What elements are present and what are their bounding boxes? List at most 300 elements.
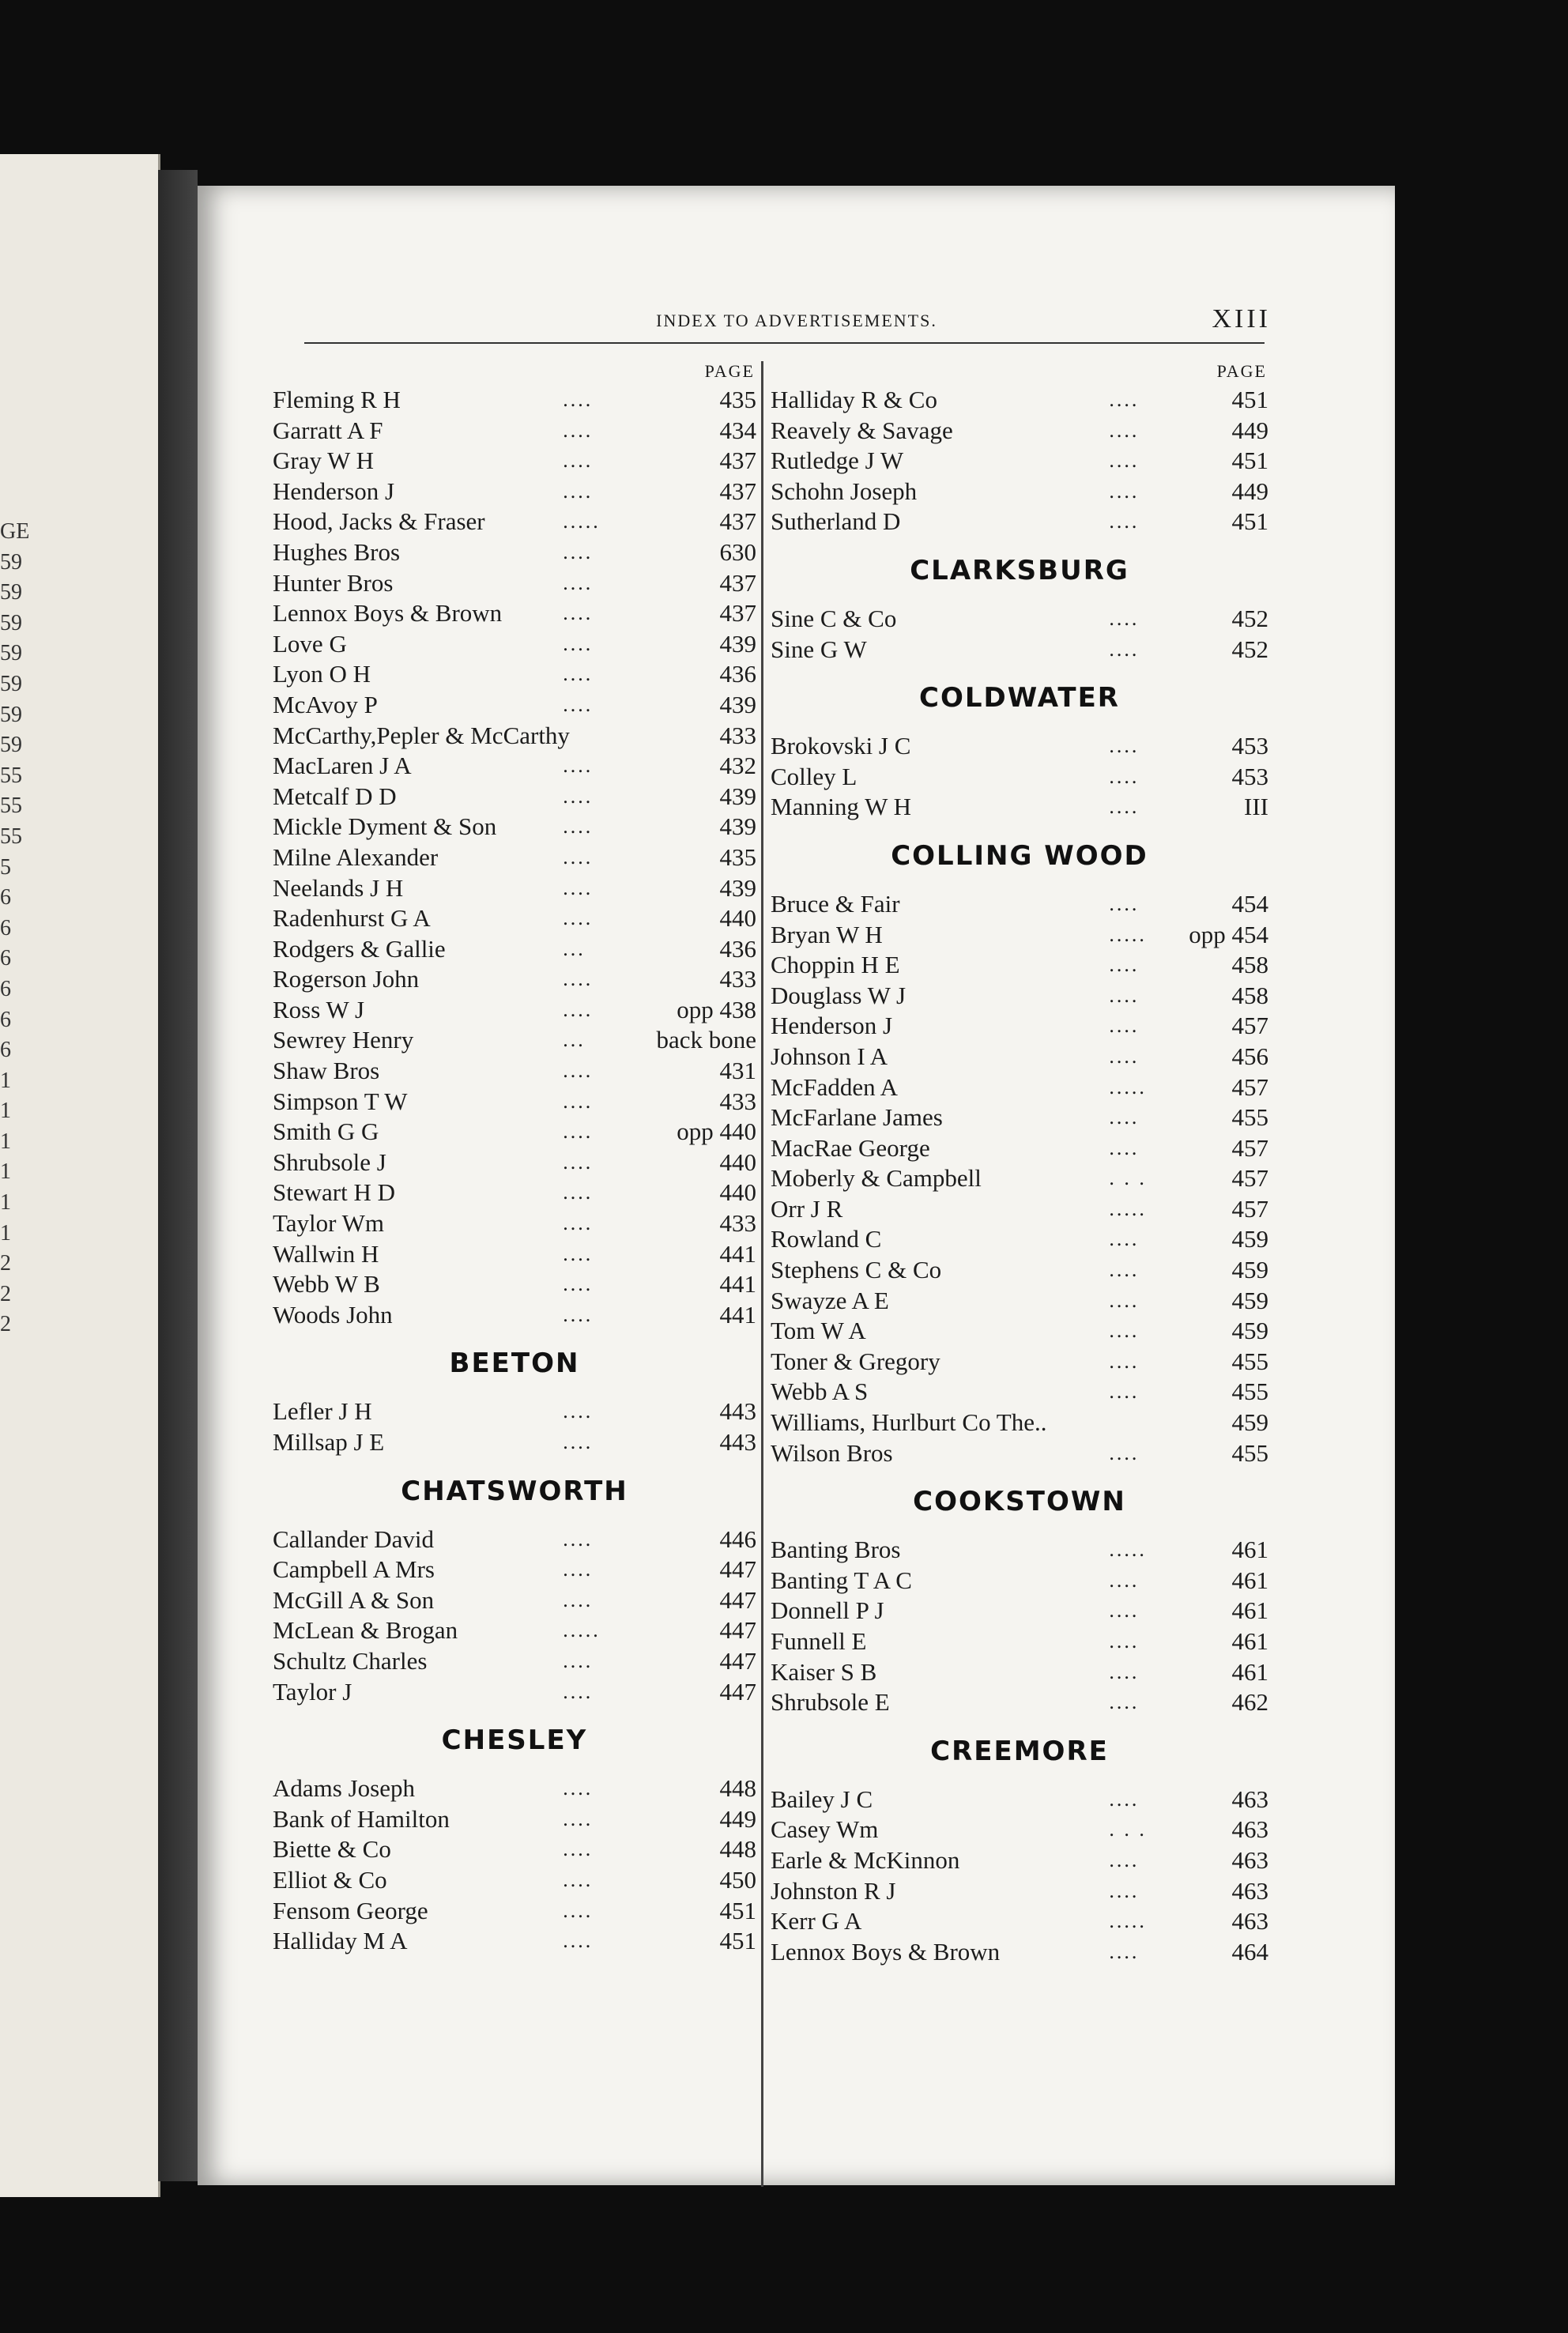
leader-dots: .... (1109, 1787, 1140, 1811)
leader-dots: .... (563, 540, 594, 563)
index-entry (273, 812, 756, 842)
facing-page-fragment: 6 (0, 1038, 11, 1063)
book-gutter-shadow (158, 170, 198, 2181)
leader-dots: .... (1109, 1106, 1140, 1129)
page-column-heading: PAGE (1216, 361, 1267, 381)
index-entry (273, 1396, 756, 1427)
advertiser-name: Shaw Bros (273, 1057, 380, 1085)
page-reference: 457 (1231, 1072, 1268, 1101)
advertiser-name: Sutherland D (771, 507, 901, 536)
facing-page-numbers (0, 516, 32, 1340)
advertiser-name: Millsap J E (273, 1428, 385, 1456)
advertiser-name: Love G (273, 629, 347, 658)
index-entry (771, 1255, 1268, 1286)
page-reference: III (1244, 793, 1268, 821)
advertiser-name: Stewart H D (273, 1178, 395, 1207)
leader-dots: .... (563, 815, 594, 839)
page-reference: 459 (1231, 1408, 1268, 1437)
leader-dots: .... (1109, 1288, 1140, 1312)
index-entry (273, 1427, 756, 1458)
index-entry (273, 385, 756, 416)
advertiser-name: Swayze A E (771, 1286, 889, 1314)
advertiser-name: Manning W H (771, 793, 911, 821)
leader-dots: .... (1109, 1441, 1140, 1464)
section-heading: COOKSTOWN (913, 1486, 1126, 1518)
page-reference: 449 (1231, 477, 1268, 505)
index-entry (273, 568, 756, 599)
section-heading: COLDWATER (919, 682, 1120, 714)
index-entry (771, 1845, 1268, 1876)
advertiser-name: Johnson I A (771, 1042, 888, 1070)
advertiser-name: Lefler J H (273, 1397, 372, 1426)
advertiser-name: Hughes Bros (273, 537, 401, 566)
leader-dots: .... (563, 1150, 594, 1174)
page-reference: 463 (1231, 1907, 1268, 1935)
advertiser-name: McLean & Brogan (273, 1616, 458, 1645)
index-entry (771, 920, 1268, 951)
leader-dots: .... (563, 1302, 594, 1326)
index-page (198, 186, 1395, 2185)
index-entry (273, 1865, 756, 1896)
leader-dots: .... (563, 1679, 594, 1703)
leader-dots: .... (563, 1588, 594, 1611)
page-reference: 439 (719, 812, 756, 841)
facing-page-fragment: 59 (0, 549, 22, 575)
leader-dots: . . . (1109, 1818, 1147, 1841)
leader-dots: .... (1109, 637, 1140, 661)
page-reference: 447 (719, 1677, 756, 1705)
page-reference: 433 (719, 1209, 756, 1238)
index-entry (771, 1042, 1268, 1072)
index-entry (771, 889, 1268, 920)
page-reference: 439 (719, 690, 756, 718)
page-reference: 447 (719, 1616, 756, 1645)
leader-dots: .... (1109, 1630, 1140, 1653)
leader-dots: .... (563, 754, 594, 778)
leader-dots: ..... (1109, 1909, 1147, 1933)
page-reference: 630 (719, 537, 756, 566)
leader-dots: .... (563, 1649, 594, 1672)
page-reference: 455 (1231, 1347, 1268, 1375)
leader-dots: .... (563, 1242, 594, 1265)
right-index-column (771, 358, 1268, 1967)
page-reference: 439 (719, 629, 756, 658)
leader-dots: .... (1109, 479, 1140, 503)
page-reference: 453 (1231, 732, 1268, 760)
index-entry (273, 934, 756, 965)
advertiser-name: Callander David (273, 1525, 435, 1553)
leader-dots: ... (563, 1028, 586, 1052)
leader-dots: .... (563, 1120, 594, 1144)
leader-dots: .... (563, 1272, 594, 1296)
advertiser-name: McFarlane James (771, 1103, 943, 1132)
index-entry (771, 1408, 1268, 1438)
page-reference: 441 (719, 1239, 756, 1268)
column-divider (761, 361, 763, 2187)
advertiser-name: Funnell E (771, 1627, 867, 1655)
index-entry (771, 446, 1268, 477)
page-number: XIII (1212, 304, 1271, 334)
advertiser-name: Fleming R H (273, 386, 401, 413)
leader-dots: .... (1109, 1319, 1140, 1343)
facing-page-fragment: 1 (0, 1159, 11, 1185)
index-entry (273, 1087, 756, 1118)
leader-dots: ..... (1109, 1197, 1147, 1220)
page-reference: opp 454 (1189, 920, 1268, 948)
leader-dots: .... (1109, 510, 1140, 533)
index-entry (273, 1239, 756, 1270)
index-entry (771, 385, 1268, 416)
leader-dots: .... (563, 1929, 594, 1953)
page-reference: 459 (1231, 1256, 1268, 1284)
page-reference: 443 (719, 1428, 756, 1456)
advertiser-name: McAvoy P (273, 690, 378, 718)
index-entry (273, 1773, 756, 1804)
leader-dots: .... (1109, 1258, 1140, 1282)
advertiser-name: Bank of Hamilton (273, 1804, 450, 1833)
index-entry (273, 1525, 756, 1555)
page-reference: 437 (719, 507, 756, 536)
facing-page-fragment: 55 (0, 793, 22, 819)
page-reference: 463 (1231, 1845, 1268, 1874)
page-reference: 433 (719, 965, 756, 993)
advertiser-name: Hunter Bros (273, 568, 394, 597)
advertiser-name: Milne Alexander (273, 842, 439, 871)
page-reference: 456 (1231, 1042, 1268, 1070)
facing-page-fragment: 59 (0, 733, 22, 758)
page-reference: 458 (1231, 951, 1268, 979)
index-entry (273, 964, 756, 995)
index-entry (273, 537, 756, 568)
advertiser-name: Casey Wm (771, 1815, 879, 1844)
advertiser-name: Brokovski J C (771, 732, 911, 760)
advertiser-name: Garratt A F (273, 416, 383, 444)
page-reference: 437 (719, 599, 756, 628)
facing-page-fragment: 59 (0, 580, 22, 605)
page-reference: 440 (719, 1148, 756, 1176)
index-entry (771, 1937, 1268, 1968)
index-entry (273, 507, 756, 537)
advertiser-name: Sine G W (771, 635, 867, 663)
leader-dots: .... (1109, 1690, 1140, 1714)
facing-page-fragment: 1 (0, 1190, 11, 1215)
leader-dots: .... (1109, 983, 1140, 1007)
page-reference: 461 (1231, 1596, 1268, 1625)
facing-page-fragment: 1 (0, 1129, 11, 1154)
index-entry (273, 1555, 756, 1585)
leader-dots: .... (563, 631, 594, 655)
page-reference: 451 (1231, 386, 1268, 413)
advertiser-name: MacLaren J A (273, 752, 412, 780)
page-reference: 459 (1231, 1286, 1268, 1314)
index-entry (771, 762, 1268, 793)
facing-page-fragment: 59 (0, 641, 22, 666)
advertiser-name: Hood, Jacks & Fraser (273, 507, 485, 536)
facing-page-fragment: 55 (0, 763, 22, 788)
left-index-column (273, 358, 756, 1957)
advertiser-name: Rodgers & Gallie (273, 934, 446, 963)
page-reference: 453 (1231, 762, 1268, 790)
index-entry (771, 792, 1268, 823)
leader-dots: .... (563, 967, 594, 991)
index-entry (273, 873, 756, 904)
section-heading: CHESLEY (441, 1724, 588, 1757)
facing-page-fragment: 6 (0, 946, 11, 971)
index-entry (273, 1585, 756, 1616)
advertiser-name: Taylor J (273, 1677, 352, 1705)
page-reference: 433 (719, 1087, 756, 1115)
index-entry (273, 1025, 756, 1056)
advertiser-name: Radenhurst G A (273, 904, 431, 933)
leader-dots: .... (563, 571, 594, 594)
page-reference: 432 (719, 752, 756, 780)
advertiser-name: Kerr G A (771, 1907, 862, 1935)
page-reference: 461 (1231, 1566, 1268, 1594)
leader-dots: .... (1109, 1879, 1140, 1902)
advertiser-name: Woods John (273, 1300, 393, 1329)
advertiser-name: Mickle Dyment & Son (273, 812, 497, 841)
page-reference: 447 (719, 1555, 756, 1584)
facing-page-fragment: 5 (0, 854, 11, 880)
advertiser-name: MacRae George (771, 1133, 930, 1162)
advertiser-name: Rogerson John (273, 965, 420, 993)
index-entry (771, 1163, 1268, 1194)
leader-dots: .... (563, 388, 594, 411)
advertiser-name: Banting T A C (771, 1566, 912, 1594)
index-entry (771, 1815, 1268, 1845)
index-entry (771, 416, 1268, 447)
leader-dots: .... (1109, 764, 1140, 788)
advertiser-name: Adams Joseph (273, 1774, 415, 1803)
advertiser-name: Smith G G (273, 1118, 379, 1146)
leader-dots: .... (1109, 1660, 1140, 1683)
page-reference: 461 (1231, 1627, 1268, 1655)
facing-page-fragment: 59 (0, 610, 22, 635)
advertiser-name: Donnell P J (771, 1596, 884, 1625)
index-entry (771, 1377, 1268, 1408)
advertiser-name: Reavely & Savage (771, 416, 953, 444)
page-reference: 457 (1231, 1133, 1268, 1162)
page-reference: 437 (719, 477, 756, 505)
leader-dots: .... (563, 1807, 594, 1830)
page-reference: 439 (719, 873, 756, 902)
advertiser-name: Henderson J (771, 1012, 893, 1040)
index-entry (771, 1316, 1268, 1347)
index-entry (771, 1906, 1268, 1937)
page-reference: 459 (1231, 1225, 1268, 1253)
advertiser-name: Johnston R J (771, 1876, 896, 1905)
index-entry (771, 1224, 1268, 1255)
advertiser-name: Schohn Joseph (771, 477, 918, 505)
advertiser-name: Earle & McKinnon (771, 1845, 960, 1874)
page-column-heading: PAGE (704, 361, 755, 381)
index-entry (771, 1102, 1268, 1133)
page-reference: 447 (719, 1646, 756, 1675)
index-entry (771, 1626, 1268, 1657)
page-reference: 455 (1231, 1438, 1268, 1467)
leader-dots: .... (1109, 1136, 1140, 1159)
index-entry (771, 1347, 1268, 1378)
index-entry (273, 1269, 756, 1300)
leader-dots: .... (563, 876, 594, 899)
advertiser-name: Williams, Hurlburt Co The.. (771, 1408, 1047, 1437)
page-reference: 458 (1231, 981, 1268, 1009)
advertiser-name: Henderson J (273, 477, 395, 505)
leader-dots: .... (563, 1837, 594, 1861)
page-reference: 441 (719, 1270, 756, 1298)
leader-dots: .... (1109, 1380, 1140, 1404)
advertiser-name: Neelands J H (273, 873, 404, 902)
leader-dots: .... (1109, 388, 1140, 411)
page-title: INDEX TO ADVERTISEMENTS. (656, 311, 937, 330)
page-header (307, 304, 1271, 344)
leader-dots: .... (563, 449, 594, 473)
page-reference: 431 (719, 1057, 756, 1085)
advertiser-name: Metcalf D D (273, 782, 397, 810)
leader-dots: .... (1109, 1014, 1140, 1038)
index-entry (273, 721, 756, 752)
page-reference: 457 (1231, 1164, 1268, 1193)
advertiser-name: Rutledge J W (771, 447, 904, 475)
leader-dots: .... (1109, 1848, 1140, 1871)
facing-page-fragment: 2 (0, 1281, 11, 1306)
index-entry (771, 731, 1268, 762)
advertiser-name: Shrubsole J (273, 1148, 386, 1176)
index-entry (273, 1896, 756, 1927)
page-reference: 452 (1231, 604, 1268, 632)
index-entry (273, 1148, 756, 1178)
leader-dots: .... (563, 1527, 594, 1551)
advertiser-name: Fensom George (273, 1896, 428, 1924)
page-reference: 461 (1231, 1657, 1268, 1686)
page-reference: 455 (1231, 1378, 1268, 1406)
page-reference: 440 (719, 1178, 756, 1207)
index-entry (771, 1596, 1268, 1626)
page-reference: 452 (1231, 635, 1268, 663)
index-entry (771, 1011, 1268, 1042)
page-reference: 446 (719, 1525, 756, 1553)
page-reference: 433 (719, 721, 756, 749)
index-entry (771, 477, 1268, 507)
leader-dots: ..... (1109, 1538, 1147, 1562)
facing-page (0, 154, 160, 2197)
page-reference: 434 (719, 416, 756, 444)
index-entry (771, 1876, 1268, 1907)
index-entry (273, 995, 756, 1026)
facing-page-fragment: 6 (0, 1007, 11, 1032)
section-heading: CHATSWORTH (401, 1475, 628, 1507)
index-entry (273, 751, 756, 782)
page-reference: back bone (656, 1026, 756, 1054)
index-entry (273, 1834, 756, 1865)
page-reference: 437 (719, 568, 756, 597)
page-reference: 437 (719, 447, 756, 475)
page-reference: 440 (719, 904, 756, 933)
leader-dots: .... (563, 692, 594, 716)
facing-page-fragment: 6 (0, 885, 11, 910)
advertiser-name: Douglass W J (771, 981, 906, 1009)
leader-dots: .... (1109, 449, 1140, 473)
index-entry (771, 1657, 1268, 1688)
page-reference: 443 (719, 1397, 756, 1426)
advertiser-name: Stephens C & Co (771, 1256, 942, 1284)
advertiser-name: Webb W B (273, 1270, 380, 1298)
advertiser-name: Biette & Co (273, 1835, 391, 1864)
page-reference: 463 (1231, 1815, 1268, 1844)
advertiser-name: Ross W J (273, 995, 365, 1023)
page-reference: 462 (1231, 1688, 1268, 1717)
advertiser-name: Halliday M A (273, 1927, 408, 1955)
index-entry (273, 842, 756, 873)
leader-dots: .... (563, 1212, 594, 1235)
page-reference: 449 (719, 1804, 756, 1833)
page-reference: 459 (1231, 1317, 1268, 1345)
index-entry (273, 416, 756, 447)
page-reference: opp 438 (677, 995, 756, 1023)
index-entry (771, 1438, 1268, 1469)
advertiser-name: Toner & Gregory (771, 1347, 940, 1375)
leader-dots: .... (1109, 1349, 1140, 1373)
page-reference: 455 (1231, 1103, 1268, 1132)
leader-dots: .... (563, 1059, 594, 1083)
page-reference: 463 (1231, 1876, 1268, 1905)
facing-page-fragment: 2 (0, 1312, 11, 1337)
advertiser-name: McGill A & Son (273, 1585, 435, 1614)
facing-page-fragment: 59 (0, 702, 22, 727)
facing-page-fragment: 59 (0, 671, 22, 696)
section-heading: CLARKSBURG (910, 554, 1129, 586)
leader-dots: .... (563, 1430, 594, 1453)
facing-page-fragment: 1 (0, 1099, 11, 1124)
leader-dots: .... (1109, 606, 1140, 630)
index-entry (273, 1208, 756, 1239)
facing-page-fragment: GE (0, 519, 30, 544)
index-entry (273, 659, 756, 690)
page-reference: 450 (719, 1865, 756, 1894)
page-reference: 457 (1231, 1194, 1268, 1223)
leader-dots: .... (1109, 953, 1140, 977)
leader-dots: .... (563, 845, 594, 869)
index-entry (273, 1804, 756, 1835)
leader-dots: .... (563, 1089, 594, 1113)
index-entry (273, 1646, 756, 1677)
advertiser-name: Webb A S (771, 1378, 869, 1406)
leader-dots: .... (563, 662, 594, 686)
leader-dots: .... (1109, 418, 1140, 442)
advertiser-name: Orr J R (771, 1194, 843, 1223)
index-entry (273, 477, 756, 507)
advertiser-name: Wallwin H (273, 1239, 379, 1268)
index-entry (273, 1615, 756, 1646)
index-entry (771, 1194, 1268, 1225)
advertiser-name: Sewrey Henry (273, 1026, 414, 1054)
leader-dots: .... (1109, 1939, 1140, 1963)
page-reference: 463 (1231, 1785, 1268, 1813)
page-reference: 449 (1231, 416, 1268, 444)
facing-page-fragment: 6 (0, 976, 11, 1001)
advertiser-name: Banting Bros (771, 1536, 901, 1564)
index-entry (771, 1133, 1268, 1164)
advertiser-name: Taylor Wm (273, 1209, 385, 1238)
index-entry (771, 635, 1268, 665)
page-reference: 451 (719, 1896, 756, 1924)
leader-dots: ..... (563, 510, 601, 533)
section-heading: BEETON (449, 1347, 580, 1380)
index-entry (273, 446, 756, 477)
advertiser-name: Kaiser S B (771, 1657, 877, 1686)
page-reference: 448 (719, 1774, 756, 1803)
page-reference: 435 (719, 386, 756, 413)
